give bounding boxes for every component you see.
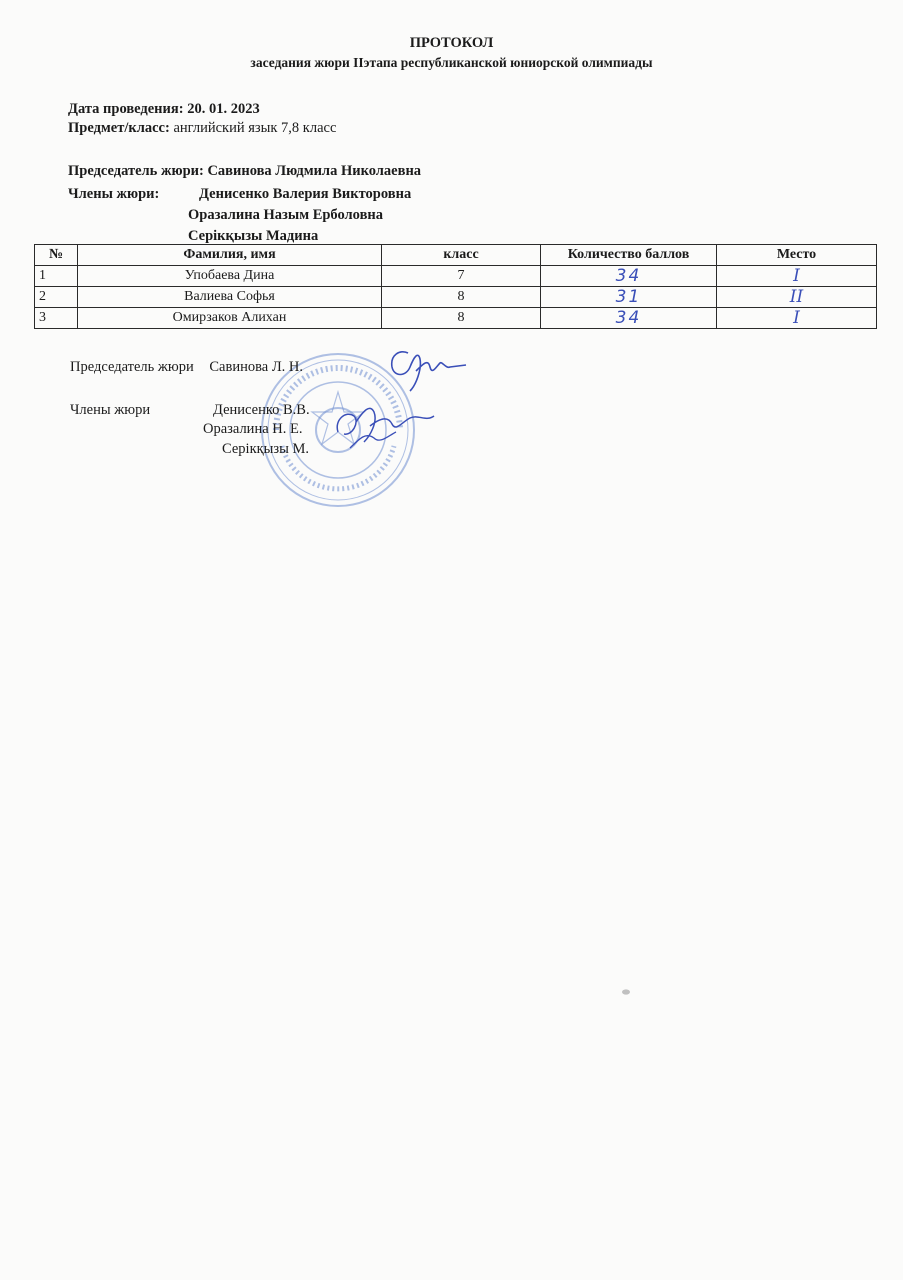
chair-signature: [380, 345, 470, 395]
member-3: Серікқызы Мадина: [188, 228, 319, 244]
member-signatures: [330, 392, 440, 452]
date-value: 20. 01. 2023: [187, 101, 260, 117]
row-score: [541, 266, 717, 287]
subject-line: [68, 120, 336, 137]
scan-speck: [620, 988, 632, 996]
col-place: Место: [717, 245, 877, 266]
table-header-row: [35, 245, 877, 266]
subject-value: английский язык 7,8 класс: [173, 120, 337, 136]
col-number: №: [35, 245, 78, 266]
signature-member-2: Оразалина Н. Е.: [203, 421, 303, 437]
row-name: Омирзаков Алихан: [78, 308, 382, 329]
results-table: [34, 244, 877, 329]
row-place: [717, 266, 877, 287]
row-name: Упобаева Дина: [78, 266, 382, 287]
handwritten-place: I: [793, 308, 800, 328]
row-place: [717, 287, 877, 308]
row-grade: 8: [382, 308, 541, 329]
row-place: [717, 308, 877, 329]
member-1: Денисенко Валерия Викторовна: [199, 186, 412, 202]
signature-chair-line: [70, 359, 303, 376]
chair-label: Председатель жюри:: [68, 163, 204, 179]
col-grade: класс: [382, 245, 541, 266]
handwritten-place: II: [789, 287, 804, 307]
document-title: ПРОТОКОЛ: [409, 35, 494, 51]
handwritten-score: 34: [615, 266, 642, 286]
date-line: [68, 101, 260, 118]
date-label: Дата проведения:: [68, 101, 184, 117]
document-subtitle: заседания жюри IIэтапа республиканской юниорской олимпиады: [250, 55, 653, 70]
signature-member-1: Денисенко В.В.: [213, 402, 310, 418]
col-score: Количество баллов: [541, 245, 717, 266]
table-row: [35, 287, 877, 308]
row-grade: 8: [382, 287, 541, 308]
signature-member-3: Серікқызы М.: [222, 441, 310, 457]
row-grade: 7: [382, 266, 541, 287]
handwritten-place: I: [793, 266, 800, 286]
signature-chair-name: Савинова Л. Н.: [209, 359, 303, 375]
table-row: [35, 266, 877, 287]
handwritten-score: 31: [615, 287, 642, 307]
members-line: [68, 186, 159, 203]
chair-line: [68, 163, 421, 180]
row-number: 2: [35, 287, 78, 308]
members-label: Члены жюри:: [68, 186, 160, 202]
chair-value: Савинова Людмила Николаевна: [207, 163, 422, 179]
row-number: 3: [35, 308, 78, 329]
signature-chair-label: Председатель жюри: [70, 359, 194, 375]
table-row: [35, 308, 877, 329]
member-2: Оразалина Назым Ерболовна: [188, 207, 384, 223]
signature-members-label: Члены жюри: [70, 402, 151, 418]
row-number: 1: [35, 266, 78, 287]
row-name: Валиева Софья: [78, 287, 382, 308]
subject-label: Предмет/класс:: [68, 120, 170, 136]
row-score: [541, 308, 717, 329]
row-score: [541, 287, 717, 308]
col-name: Фамилия, имя: [78, 245, 382, 266]
handwritten-score: 34: [615, 308, 642, 328]
